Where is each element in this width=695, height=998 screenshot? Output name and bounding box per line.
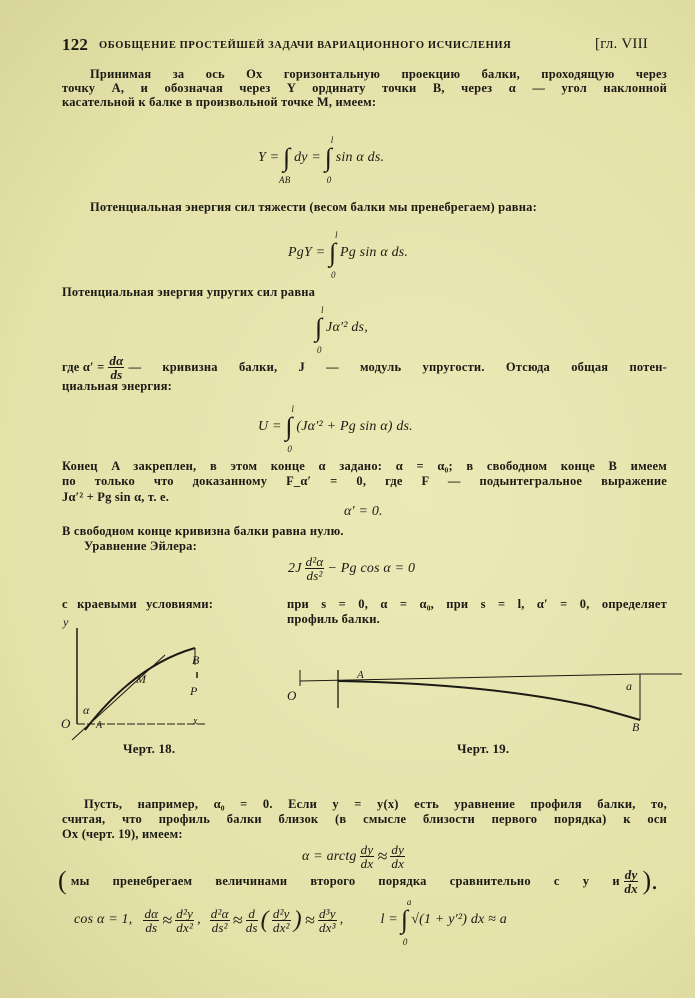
denominator: ds — [145, 919, 158, 935]
page-number: 122 — [62, 35, 89, 54]
integral-upper-limit: a — [406, 897, 412, 907]
fig19-label-a: a — [626, 679, 633, 693]
numerator: dy — [360, 842, 374, 857]
numerator: dy — [391, 842, 405, 857]
text-line — [58, 866, 658, 896]
integral-lower-limit: 0 — [331, 270, 336, 280]
approx-sign: ≈ — [232, 909, 243, 930]
equation-5: α′ = 0. — [344, 504, 383, 519]
figure-18-caption: Черт. 18. — [123, 741, 176, 756]
eq-part: sin α ds. — [335, 150, 385, 166]
integral-upper-limit: l — [330, 135, 334, 145]
eq-part: cos α = 1, — [74, 912, 133, 927]
text-line: считая, что профиль балки близок (в смысле близости первого порядка) к оси — [62, 812, 667, 826]
fig19-label-b: B — [632, 720, 640, 734]
fig18-label-a: A — [96, 720, 103, 731]
text-line: Потенциальная энергия сил тяжести (весом балки мы пренебрегаем) равна: — [90, 200, 537, 214]
text-line — [62, 354, 667, 381]
eq-part: ≈ — [377, 846, 388, 866]
integral-lower-limit: 0 — [326, 175, 332, 185]
denominator: dx — [360, 856, 374, 871]
eq-part: Y = — [258, 150, 280, 166]
eq-part: − Pg cos α = 0 — [327, 560, 416, 576]
text-line: с краевыми условиями: — [62, 597, 214, 611]
numerator: d²y — [176, 905, 194, 921]
fraction — [305, 555, 325, 582]
fraction — [624, 868, 639, 895]
fig18-label-y: y — [63, 615, 69, 629]
denominator: dx³ — [318, 919, 336, 935]
euler-equation — [288, 555, 415, 582]
denominator: dx² — [272, 919, 290, 935]
integral-lower-limit: 0 — [402, 937, 408, 947]
equation-4: U = ∫ 0 l (Jα′² + Pg sin α) ds. — [258, 404, 413, 454]
equation-8: cos α = 1, $\frac{d\alpha}{ds}$ ≈ $\frac{\text{d²y}}{\text{dx²}}$ , $\frac{\text{d²α}}{\text{ds²}}$ ≈ $\frac{d}{ds}$ ( $\frac{\text{d²y}}{\text{dx²}}$ ) ≈ $\frac{\text{d³y}}{\text{dx³}}$ , l = ∫ 0 a √(1 + y′²) dx ≈ a — [74, 897, 507, 947]
text-line: Jα′² + Pg sin α, т. е. — [62, 490, 170, 504]
fig19-label-a-point: A — [357, 669, 364, 681]
equation-2: PgY = ∫ 0 l Pg sin α ds. — [288, 230, 409, 280]
integral-upper-limit: l — [321, 305, 324, 315]
fig18-label-m: M — [136, 672, 147, 686]
fig18-label-p: P — [190, 684, 198, 698]
text-line: точку A, и обозначая через Y ординату точки B, через α — угол наклонной — [62, 81, 667, 95]
numerator: d²α — [210, 905, 229, 921]
numerator: dα — [109, 353, 124, 368]
text-line: при s = 0, α = α₀, при s = l, α′ = 0, определяет — [287, 597, 667, 611]
text-line: Уравнение Эйлера: — [84, 539, 197, 553]
eq-part: PgY = — [288, 245, 326, 261]
text-line: профиль балки. — [287, 612, 380, 626]
numerator: d³y — [318, 905, 336, 921]
approx-sign: ≈ — [304, 909, 315, 930]
text-line: Принимая за ось Ox горизонтальную проекцию балки, проходящую через — [90, 67, 667, 81]
fig18-label-b: B — [192, 653, 200, 667]
eq-part: Jα′² ds, — [326, 320, 368, 336]
eq-part: (Jα′² + Pg sin α) ds. — [296, 419, 413, 435]
eq-part: U = — [258, 419, 282, 435]
equation-3: ∫ 0 l Jα′² ds, — [315, 305, 368, 355]
numerator: d²y — [272, 905, 290, 921]
fig18-label-o: O — [61, 716, 71, 731]
integral-upper-limit: l — [291, 404, 295, 414]
numerator: d²α — [305, 554, 324, 569]
denominator: ds — [245, 919, 258, 935]
integral-lower-limit: AB — [279, 175, 291, 185]
eq-part: √(1 + y′²) dx ≈ a — [411, 912, 507, 927]
text-line: касательной к балке в произвольной точке M, имеем: — [62, 95, 377, 109]
eq-part: α = arctg — [302, 848, 357, 864]
equation-1: Y = ∫ AB dy = ∫ 0 l sin α ds. — [258, 135, 385, 185]
integral-lower-limit: 0 — [287, 444, 293, 454]
numerator: dα — [144, 905, 159, 921]
running-title: ОБОБЩЕНИЕ ПРОСТЕЙШЕЙ ЗАДАЧИ ВАРИАЦИОННОГО ИСЧИСЛЕНИЯ — [99, 40, 512, 51]
denominator: ds² — [211, 919, 228, 935]
denominator: ds — [110, 367, 123, 382]
denominator: dx — [624, 880, 638, 896]
text-line: Конец A закреплен, в этом конце α задано: α = α₀; в свободном конце B имеем — [62, 459, 667, 473]
text-line: Потенциальная энергия упругих сил равна — [62, 285, 316, 299]
text-line: циальная энергия: — [62, 379, 173, 393]
fig19-label-o: O — [287, 688, 297, 703]
eq-part: l = — [380, 912, 398, 927]
integral-lower-limit: 0 — [317, 345, 322, 355]
eq-part: 2J — [288, 560, 302, 576]
text-line: В свободном конце кривизна балки равна нулю. — [62, 524, 344, 538]
text: — кривизна балки, J — модуль упругости. Отсюда общая потен- — [128, 360, 667, 374]
paren: ). — [642, 866, 658, 895]
eq-part: dy = — [294, 150, 322, 166]
fig18-label-alpha: α — [83, 703, 90, 717]
text: где α′ = — [62, 360, 105, 374]
text: мы пренебрегаем величинами второго порядка сравнительно с y и — [70, 873, 620, 888]
text-line: Ox (черт. 19), имеем: — [62, 827, 183, 841]
integral-upper-limit: l — [335, 230, 338, 240]
text-line: по только что доказанному F_α′ = 0, где F — подынтегральное выражение — [62, 474, 667, 488]
numerator: d — [246, 907, 258, 921]
denominator: ds² — [306, 568, 323, 583]
numerator: dy — [624, 866, 638, 882]
denominator: dx² — [176, 919, 194, 935]
paren: ( — [58, 866, 67, 895]
text-line: Пусть, например, α₀ = 0. Если y = y(x) есть уравнение профиля балки, то, — [84, 797, 667, 811]
fraction — [108, 354, 124, 381]
approx-sign: ≈ — [162, 909, 173, 930]
figure-19-caption: Черт. 19. — [457, 741, 510, 756]
chapter-marker: [гл. VIII — [595, 36, 648, 52]
eq-part: Pg sin α ds. — [340, 245, 409, 261]
denominator: dx — [391, 856, 405, 871]
fig18-label-x: x — [193, 716, 198, 727]
